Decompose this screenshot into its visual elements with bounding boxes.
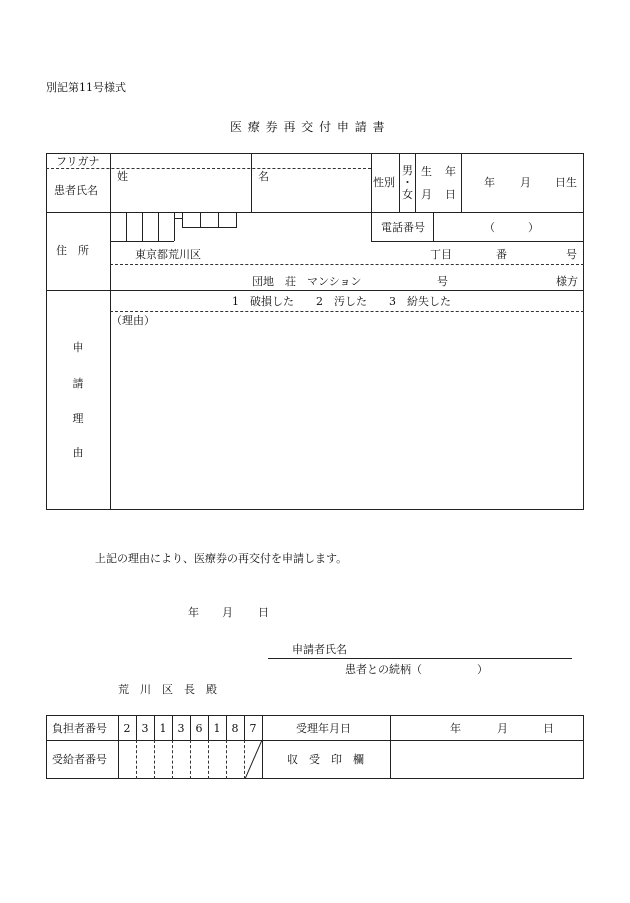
receipt-year: 年 bbox=[450, 722, 461, 735]
form-id: 別記第11号様式 bbox=[46, 81, 126, 94]
payer-number-label: 負担者番号 bbox=[52, 722, 107, 735]
birth-year-field: 年 bbox=[484, 176, 495, 189]
row-divider-address bbox=[46, 290, 584, 291]
payer-digit: 3 bbox=[141, 722, 149, 735]
address-city: 東京都荒川区 bbox=[135, 248, 201, 261]
payer-digit: 1 bbox=[213, 722, 221, 735]
receipt-date-label: 受理年月日 bbox=[296, 722, 351, 735]
address-divider-1 bbox=[110, 264, 584, 265]
address-room-go: 号 bbox=[437, 275, 448, 288]
phone-divider bbox=[371, 241, 584, 242]
applicant-name-line bbox=[268, 658, 572, 659]
relationship-label: 患者との続柄（ ） bbox=[345, 663, 488, 676]
digit-cell-divider-dashed bbox=[172, 740, 173, 779]
addressee: 荒 川 区 長 殿 bbox=[118, 683, 217, 696]
postal-code-box-right bbox=[182, 212, 237, 228]
postal-box-divider bbox=[126, 212, 127, 241]
phone-column-right bbox=[433, 212, 434, 241]
reason-text-label: （理由） bbox=[111, 314, 155, 327]
receipt-row-divider bbox=[46, 740, 584, 741]
label-column-divider bbox=[110, 153, 111, 510]
birth-label-day: 日 bbox=[445, 188, 456, 201]
address-chome: 丁目 bbox=[430, 248, 452, 261]
statement-text: 上記の理由により、医療券の再交付を申請します。 bbox=[95, 552, 348, 565]
sex-column-right bbox=[399, 153, 400, 212]
address-building: 団地 荘 マンション bbox=[252, 275, 362, 288]
digit-cell-divider-dashed bbox=[208, 740, 209, 779]
digit-cell-divider-dashed bbox=[154, 740, 155, 779]
receipt-month: 月 bbox=[497, 722, 508, 735]
payer-digit: 7 bbox=[249, 722, 257, 735]
postal-box-divider bbox=[158, 212, 159, 241]
birth-label-month: 月 bbox=[421, 188, 432, 201]
patient-name-label: 患者氏名 bbox=[54, 184, 98, 197]
receipt-date-divider bbox=[390, 715, 391, 779]
reason-label-char: 申 bbox=[72, 341, 84, 354]
date-day: 日 bbox=[258, 606, 269, 619]
reason-options: 1 破損した 2 汚した 3 紛失した bbox=[232, 295, 451, 308]
digit-cell-divider-dashed bbox=[226, 740, 227, 779]
address-go: 号 bbox=[566, 248, 577, 261]
receipt-day: 日 bbox=[543, 722, 554, 735]
postal-box-divider bbox=[142, 212, 143, 241]
birth-column-right bbox=[461, 153, 462, 212]
address-samakata: 様方 bbox=[556, 275, 578, 288]
payer-digit: 2 bbox=[123, 722, 131, 735]
postal-divider bbox=[110, 241, 174, 242]
recipient-number-label: 受給者番号 bbox=[52, 753, 107, 766]
phone-parens: （ ） bbox=[484, 221, 539, 234]
application-table bbox=[46, 153, 584, 510]
payer-digit: 8 bbox=[231, 722, 239, 735]
address-ban: 番 bbox=[496, 248, 507, 261]
reason-label-char: 理 bbox=[72, 412, 84, 425]
payer-digit: 3 bbox=[177, 722, 185, 735]
given-name-label: 名 bbox=[258, 170, 269, 183]
postal-hyphen bbox=[174, 218, 182, 219]
digit-cell-divider-dashed bbox=[136, 740, 137, 779]
sex-male: 男 bbox=[402, 164, 413, 177]
payer-digit: 6 bbox=[195, 722, 203, 735]
sex-female: 女 bbox=[402, 188, 413, 201]
applicant-name-label: 申請者氏名 bbox=[292, 643, 347, 656]
sex-label: 性別 bbox=[373, 176, 395, 189]
address-label: 住 所 bbox=[56, 244, 89, 257]
reason-divider bbox=[110, 311, 584, 312]
payer-digit: 1 bbox=[159, 722, 167, 735]
reason-label-char: 由 bbox=[72, 446, 84, 459]
seal-label: 収 受 印 欄 bbox=[287, 753, 364, 766]
furigana-divider bbox=[46, 168, 371, 169]
void-slash-icon bbox=[244, 740, 263, 779]
furigana-label: フリガナ bbox=[56, 155, 100, 168]
reason-label-char: 請 bbox=[72, 377, 84, 390]
postal-box-divider bbox=[200, 212, 201, 228]
phone-column-left bbox=[371, 212, 372, 241]
digit-cell-divider-dashed bbox=[190, 740, 191, 779]
birth-month-field: 月 bbox=[520, 176, 531, 189]
phone-label: 電話番号 bbox=[381, 221, 425, 234]
date-month: 月 bbox=[222, 606, 233, 619]
sex-dot: ・ bbox=[402, 176, 413, 189]
birth-label-year: 年 bbox=[445, 165, 456, 178]
page-title: 医 療 券 再 交 付 申 請 書 bbox=[230, 120, 386, 134]
date-year: 年 bbox=[188, 606, 199, 619]
postal-box-divider bbox=[218, 212, 219, 228]
surname-label: 姓 bbox=[117, 170, 128, 183]
birth-label-era: 生 bbox=[421, 165, 432, 178]
sex-column-left bbox=[371, 153, 372, 212]
birth-day-field: 日生 bbox=[555, 176, 577, 189]
postal-box-divider bbox=[174, 212, 175, 241]
birth-column-left bbox=[415, 153, 416, 212]
name-column-divider bbox=[251, 153, 252, 212]
